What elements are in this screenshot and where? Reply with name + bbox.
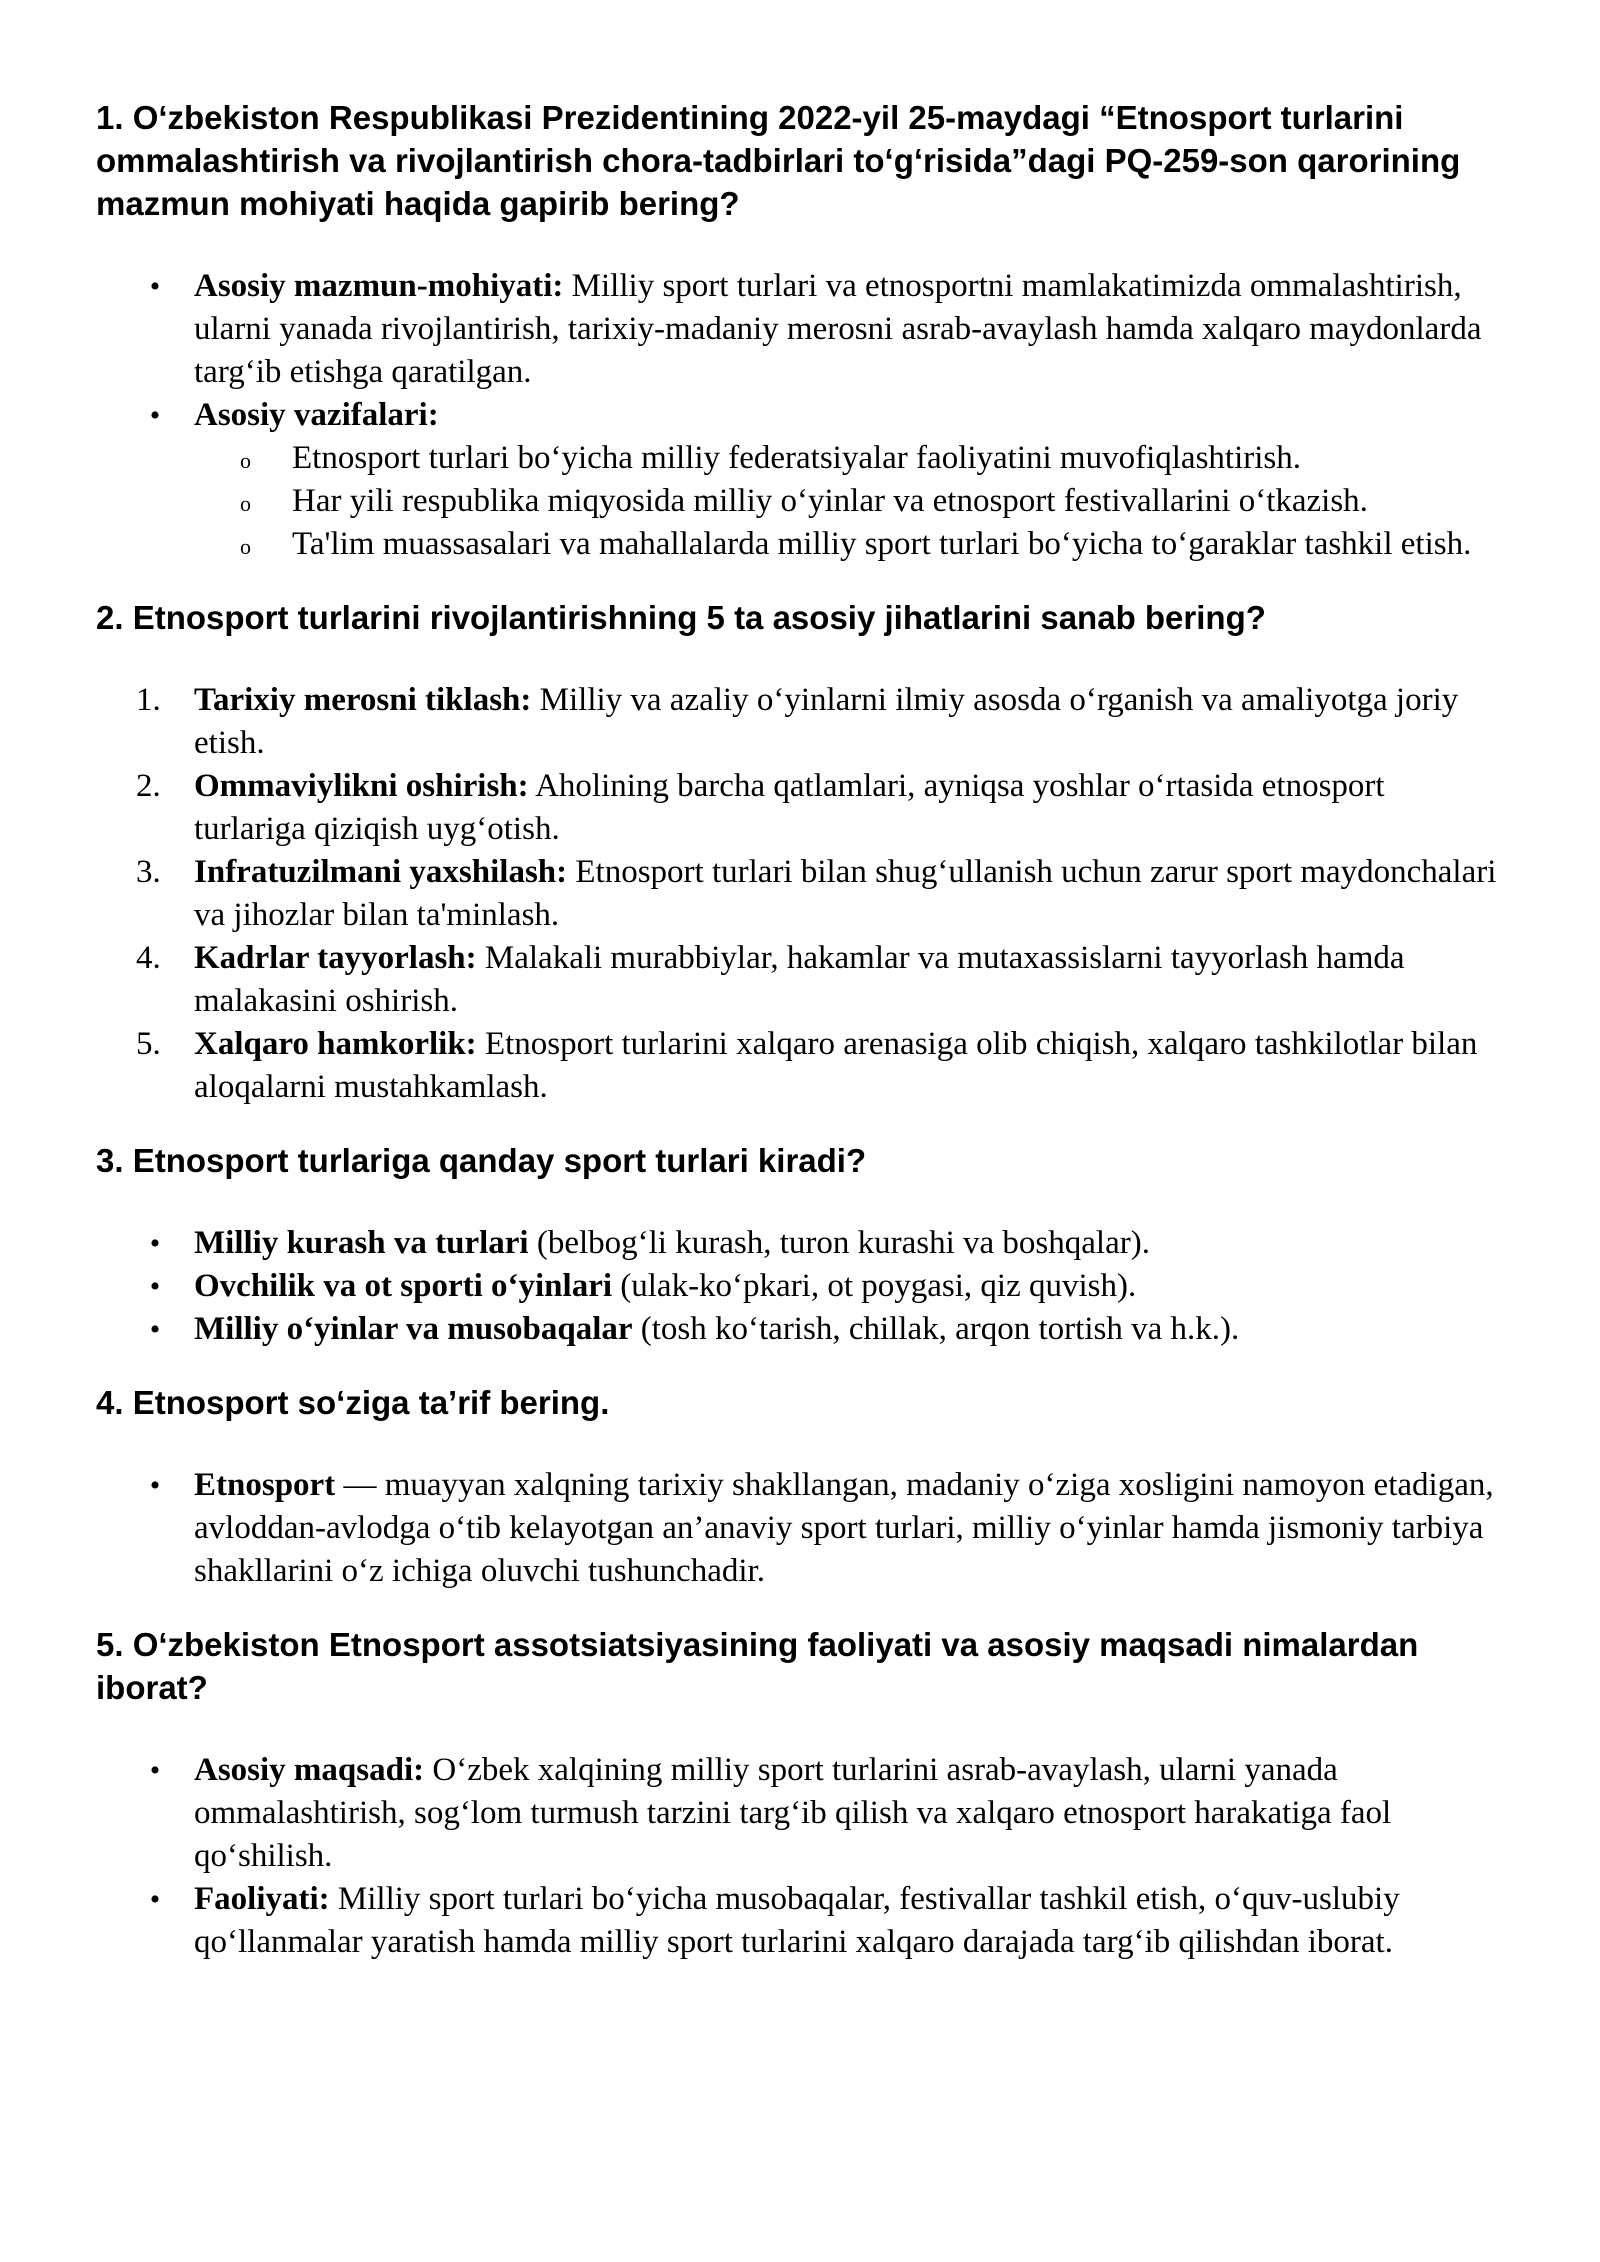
bullet-icon: • [149, 1227, 161, 1260]
circle-bullet-icon: o [240, 534, 251, 559]
item-bold-label: Tarixiy merosni tiklash: [194, 682, 532, 718]
bullet-icon: • [149, 270, 161, 303]
item-number: 3. [136, 854, 161, 890]
item-text: O‘zbek xalqining milliy sport turlarini asrab-avaylash, ularni yanada ommalashtirish, sog‘lom turmush tarzini targ‘ib qilish va xalqaro etnosport harakatiga faol qo‘shilish. [194, 1752, 1392, 1874]
question-4-list [96, 1464, 1504, 1593]
list-item [96, 1023, 1504, 1109]
sub-list [194, 437, 1504, 566]
item-text: — muayyan xalqning tarixiy shakllangan, madaniy o‘ziga xosligini namoyon etadigan, avloddan-avlodga o‘tib kelayotgan an’anaviy sport turlari, milliy o‘yinlar hamda jismoniy tarbiya shakllarini o‘z ichiga oluvchi tushunchadir. [194, 1467, 1494, 1589]
question-2-list [96, 679, 1504, 1109]
question-3-section [96, 1139, 1504, 1351]
item-number: 5. [136, 1026, 161, 1062]
question-1-title: 1. O‘zbekiston Respublikasi Prezidentining 2022-yil 25-maydagi “Etnosport turlarini ommalashtirish va rivojlantirish chora-tadbirlari to‘g‘risida”dagi PQ-259-son qarorining mazmun mohiyati haqida gapirib bering? [96, 99, 1461, 222]
question-2-title: 2. Etnosport turlarini rivojlantirishning 5 ta asosiy jihatlarini sanab bering? [96, 599, 1266, 636]
question-2-section [96, 596, 1504, 1109]
item-text: Milliy sport turlari va etnosportni mamlakatimizda ommalashtirish, ularni yanada rivojlantirish, tarixiy-madaniy merosni asrab-avaylash hamda xalqaro maydonlarda targ‘ib etishga qaratilgan. [194, 268, 1482, 390]
list-item [96, 679, 1504, 765]
list-item [96, 1464, 1504, 1593]
item-bold-label: Xalqaro hamkorlik: [194, 1026, 477, 1062]
item-bold-label: Milliy o‘yinlar va musobaqalar [194, 1311, 633, 1347]
list-item [96, 937, 1504, 1023]
item-text: (ulak-ko‘pkari, ot poygasi, qiz quvish). [612, 1268, 1137, 1304]
question-5-title: 5. O‘zbekiston Etnosport assotsiatsiyasining faoliyati va asosiy maqsadi nimalardan iborat? [96, 1626, 1419, 1706]
item-bold-label: Infratuzilmani yaxshilash: [194, 854, 568, 890]
sub-item-text: Har yili respublika miqyosida milliy o‘yinlar va etnosport festivallarini o‘tkazish. [292, 483, 1368, 519]
list-item [96, 265, 1504, 394]
sub-item-text: Etnosport turlari bo‘yicha milliy federatsiyalar faoliyatini muvofiqlashtirish. [292, 440, 1301, 476]
item-bold-label: Faoliyati: [194, 1881, 330, 1917]
bullet-icon: • [149, 1270, 161, 1303]
item-bold-label: Ommaviylikni oshirish: [194, 768, 529, 804]
item-text: (tosh ko‘tarish, chillak, arqon tortish va h.k.). [632, 1311, 1240, 1347]
item-number: 2. [136, 768, 161, 804]
question-5-section [96, 1623, 1504, 1964]
question-4-section [96, 1381, 1504, 1593]
circle-bullet-icon: o [240, 491, 251, 516]
question-3-title: 3. Etnosport turlariga qanday sport turlari kiradi? [96, 1142, 867, 1179]
item-text: Malakali murabbiylar, hakamlar va mutaxassislarni tayyorlash hamda malakasini oshirish. [194, 940, 1405, 1019]
circle-bullet-icon: o [240, 448, 251, 473]
bullet-icon: • [149, 1469, 161, 1502]
item-bold-label: Asosiy vazifalari: [194, 397, 439, 433]
question-1-list [96, 265, 1504, 566]
item-bold-label: Kadrlar tayyorlash: [194, 940, 477, 976]
item-text: Milliy sport turlari bo‘yicha musobaqalar, festivallar tashkil etish, o‘quv-uslubiy qo‘llanmalar yaratish hamda milliy sport turlarini xalqaro darajada targ‘ib qilishdan iborat. [194, 1881, 1400, 1960]
bullet-icon: • [149, 1313, 161, 1346]
list-item [96, 765, 1504, 851]
bullet-icon: • [149, 399, 161, 432]
list-item [96, 394, 1504, 566]
item-bold-label: Ovchilik va ot sporti o‘yinlari [194, 1268, 613, 1304]
bullet-icon: • [149, 1883, 161, 1916]
list-item [96, 1222, 1504, 1265]
question-5-list [96, 1749, 1504, 1964]
list-item [96, 1749, 1504, 1878]
item-text: Etnosport turlari bilan shug‘ullanish uchun zarur sport maydonchalari va jihozlar bilan ta'minlash. [194, 854, 1497, 933]
list-item [96, 851, 1504, 937]
sub-list-item [194, 437, 1504, 480]
item-text: Milliy va azaliy o‘yinlarni ilmiy asosda o‘rganish va amaliyotga joriy etish. [194, 682, 1459, 761]
item-text: (belbog‘li kurash, turon kurashi va boshqalar). [528, 1225, 1150, 1261]
item-text: Aholining barcha qatlamlari, ayniqsa yoshlar o‘rtasida etnosport turlariga qiziqish uyg‘otish. [194, 768, 1385, 847]
item-bold-label: Milliy kurash va turlari [194, 1225, 529, 1261]
item-bold-label: Etnosport [194, 1467, 336, 1503]
item-bold-label: Asosiy mazmun-mohiyati: [194, 268, 564, 304]
bullet-icon: • [149, 1754, 161, 1787]
sub-item-text: Ta'lim muassasalari va mahallalarda milliy sport turlari bo‘yicha to‘garaklar tashkil etish. [292, 526, 1472, 562]
item-text: Etnosport turlarini xalqaro arenasiga olib chiqish, xalqaro tashkilotlar bilan aloqalarni mustahkamlash. [194, 1026, 1478, 1105]
list-item [96, 1878, 1504, 1964]
question-4-title: 4. Etnosport so‘ziga ta’rif bering. [96, 1384, 610, 1421]
list-item [96, 1308, 1504, 1351]
item-number: 4. [136, 940, 161, 976]
item-number: 1. [136, 682, 161, 718]
question-1-section [96, 96, 1504, 566]
sub-list-item [194, 523, 1504, 566]
question-3-list [96, 1222, 1504, 1351]
sub-list-item [194, 480, 1504, 523]
list-item [96, 1265, 1504, 1308]
item-bold-label: Asosiy maqsadi: [194, 1752, 425, 1788]
